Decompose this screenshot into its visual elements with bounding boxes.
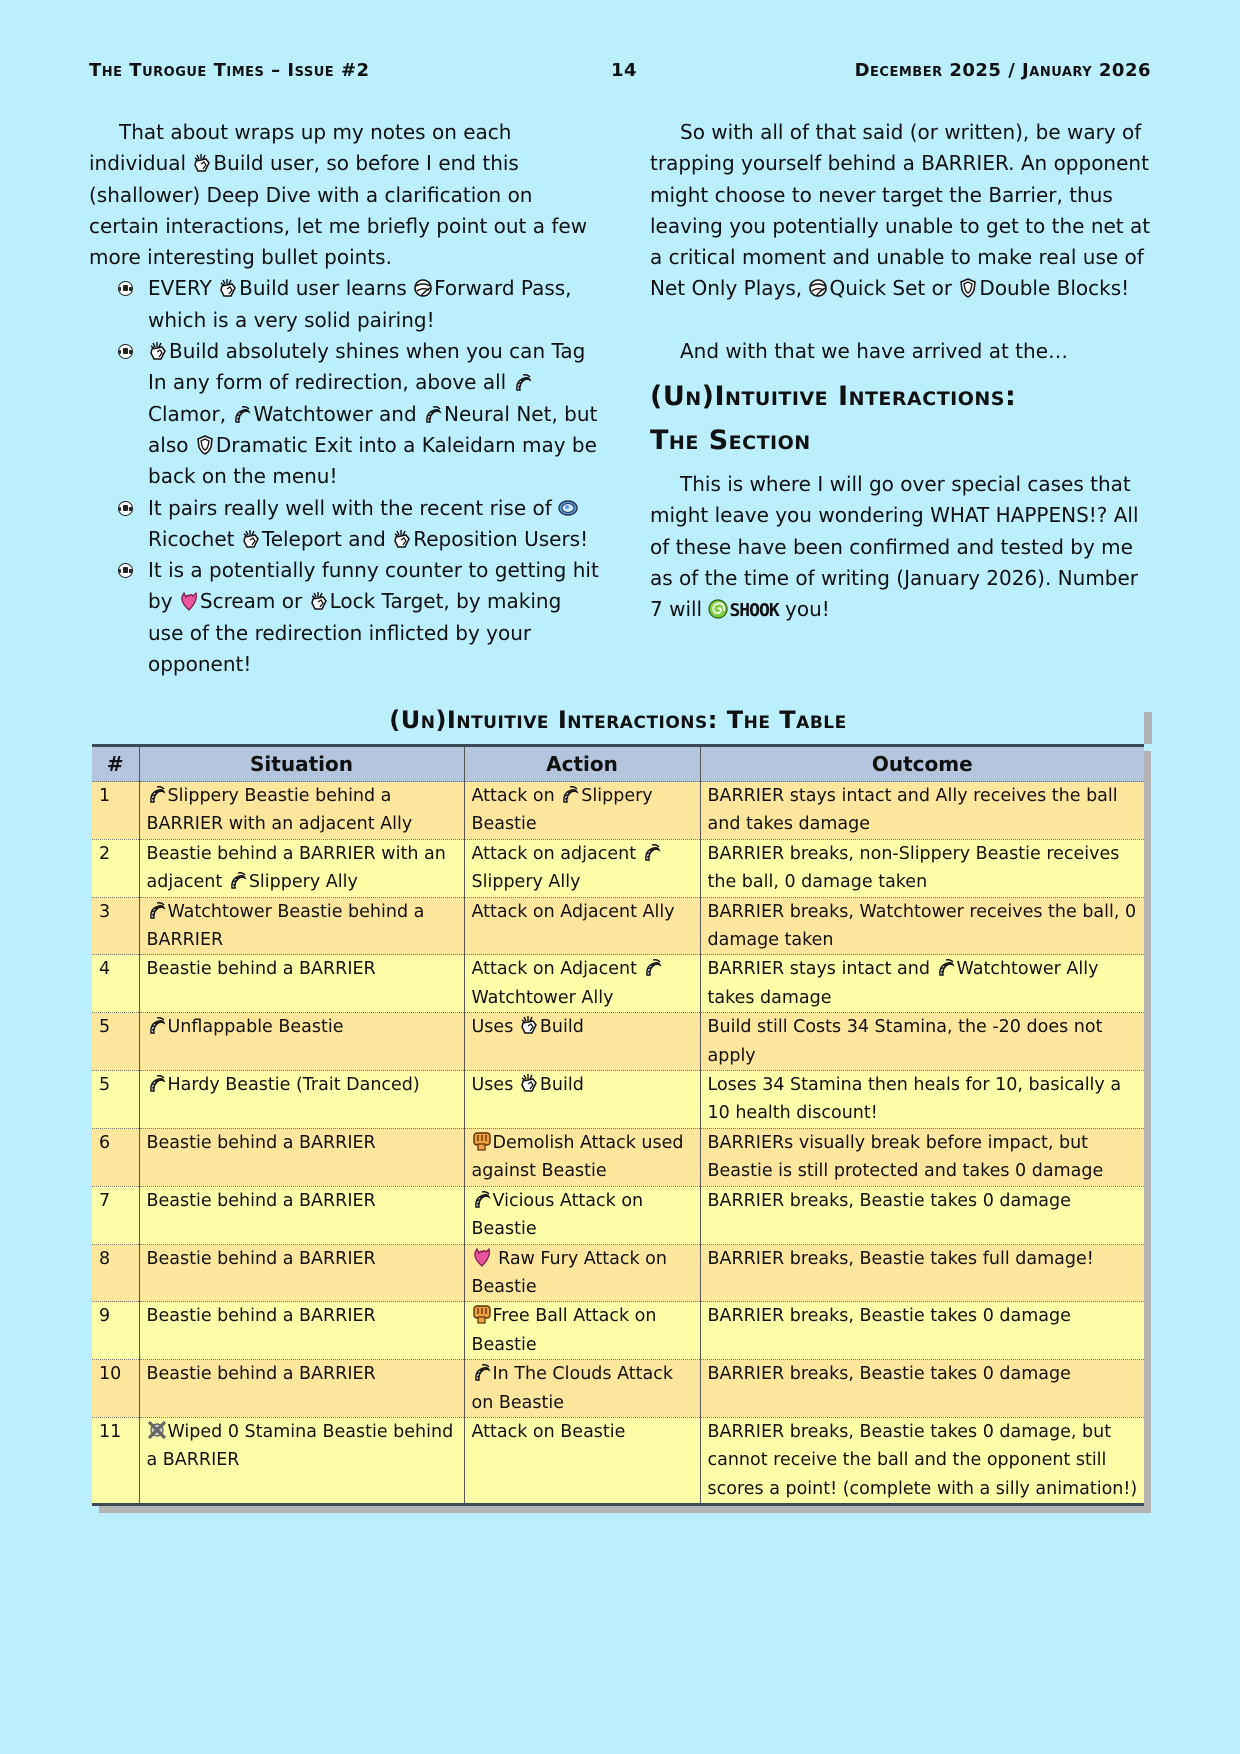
outcome-cell: BARRIER breaks, Beastie takes 0 damage, but cannot receive the ball and the opponent still scores a point! (complete with a silly animation!)	[700, 1417, 1144, 1504]
eye-icon	[558, 498, 578, 518]
dna-icon	[232, 404, 252, 424]
row-number-cell: 9	[92, 1302, 139, 1360]
dna-icon	[936, 957, 956, 977]
right-column	[650, 117, 1155, 627]
outcome-cell: BARRIER breaks, Beastie takes full damage!	[700, 1244, 1144, 1302]
bullet-item: It is a potentially funny counter to getting hit by Scream or Lock Target, by making use of the redirection inflicted by your opponent!	[148, 555, 599, 680]
shook-label: SHOOK	[729, 600, 779, 622]
section-intro-paragraph: This is where I will go over special cases that might leave you wondering WHAT HAPPENS!? All of these have been confirmed and tested by me as of the time of writing (January 2026). Number 7 will SHOOK you!	[650, 472, 1139, 622]
table-row	[92, 1186, 1144, 1244]
action-cell: Attack on Adjacent Watchtower Ally	[464, 955, 700, 1013]
bullet-item: It pairs really well with the recent rise of Ricochet Teleport and Reposition Users!	[148, 493, 599, 556]
action-cell: Attack on Adjacent Ally	[464, 897, 700, 955]
dna-icon	[147, 1015, 167, 1035]
situation-cell: Beastie behind a BARRIER	[139, 1302, 464, 1360]
situation-cell: Hardy Beastie (Trait Danced)	[139, 1071, 464, 1129]
section-heading: (Un)Intuitive Interactions: The Section	[650, 381, 1017, 457]
row-number-cell: 5	[92, 1013, 139, 1071]
row-number-cell: 2	[92, 839, 139, 897]
table-row	[92, 897, 1144, 955]
row-number-cell: 1	[92, 782, 139, 840]
dna-icon	[513, 372, 533, 392]
table-row	[92, 1128, 1144, 1186]
ball-icon	[413, 278, 433, 298]
row-number-cell: 5	[92, 1071, 139, 1129]
situation-cell: Wiped 0 Stamina Beastie behind a BARRIER	[139, 1417, 464, 1504]
dna-icon	[472, 1189, 492, 1209]
barrier-warning-paragraph: So with all of that said (or written), be wary of trapping yourself behind a BARRIER. An opponent might choose to never target the Barrier, thus leaving you potentially unable to get to the net at a critical moment and unable to make real use of Net Only Plays, Quick Set or Double Blocks!	[650, 120, 1151, 301]
outcome-cell: BARRIER breaks, Beastie takes 0 damage	[700, 1360, 1144, 1418]
action-cell: Vicious Attack on Beastie	[464, 1186, 700, 1244]
spiral-icon	[708, 599, 728, 619]
outcome-cell: BARRIER breaks, Beastie takes 0 damage	[700, 1302, 1144, 1360]
dna-icon	[560, 784, 580, 804]
action-cell: Attack on Beastie	[464, 1417, 700, 1504]
situation-cell: Beastie behind a BARRIER	[139, 1360, 464, 1418]
build-icon	[519, 1073, 539, 1093]
table-header-row	[92, 746, 1144, 782]
intro-paragraph: That about wraps up my notes on each individual Build user, so before I end this (shallower) Deep Dive with a clarification on certain interactions, let me briefly point out a few more interesting bullet points.	[89, 120, 588, 270]
outcome-cell: BARRIER stays intact and Ally receives the ball and takes damage	[700, 782, 1144, 840]
dna-icon	[147, 1073, 167, 1093]
shield-icon	[195, 435, 215, 455]
outcome-cell: BARRIER breaks, Watchtower receives the ball, 0 damage taken	[700, 897, 1144, 955]
build-icon	[192, 153, 212, 173]
outcome-cell: BARRIER breaks, Beastie takes 0 damage	[700, 1186, 1144, 1244]
action-cell: In The Clouds Attack on Beastie	[464, 1360, 700, 1418]
situation-cell: Watchtower Beastie behind a BARRIER	[139, 897, 464, 955]
dna-icon	[472, 1362, 492, 1382]
heart-flame-icon	[472, 1247, 492, 1267]
situation-cell: Unflappable Beastie	[139, 1013, 464, 1071]
table-body	[92, 782, 1144, 1505]
situation-cell: Beastie behind a BARRIER	[139, 1244, 464, 1302]
dna-icon	[643, 957, 663, 977]
column-header-number: #	[92, 746, 139, 782]
outcome-cell: BARRIER breaks, non-Slippery Beastie receives the ball, 0 damage taken	[700, 839, 1144, 897]
action-cell: Free Ball Attack on Beastie	[464, 1302, 700, 1360]
left-column	[89, 117, 599, 680]
ball-bullet-icon	[118, 563, 133, 578]
row-number-cell: 8	[92, 1244, 139, 1302]
bullet-list	[89, 273, 599, 680]
action-cell: Uses Build	[464, 1071, 700, 1129]
table-row	[92, 1244, 1144, 1302]
build-icon	[218, 278, 238, 298]
table-row	[92, 1071, 1144, 1129]
situation-cell: Beastie behind a BARRIER	[139, 1128, 464, 1186]
build-icon	[392, 529, 412, 549]
outcome-cell: BARRIERs visually break before impact, but Beastie is still protected and takes 0 damage	[700, 1128, 1144, 1186]
dna-icon	[147, 900, 167, 920]
column-header-outcome: Outcome	[700, 746, 1144, 782]
bullet-item: EVERY Build user learns Forward Pass, which is a very solid pairing!	[148, 273, 599, 336]
row-number-cell: 6	[92, 1128, 139, 1186]
table-row	[92, 955, 1144, 1013]
heart-flame-icon	[179, 591, 199, 611]
table-row	[92, 782, 1144, 840]
row-number-cell: 10	[92, 1360, 139, 1418]
column-header-situation: Situation	[139, 746, 464, 782]
dna-icon	[228, 870, 248, 890]
table-row	[92, 1013, 1144, 1071]
dna-icon	[642, 842, 662, 862]
bullet-item: Build absolutely shines when you can Tag In any form of redirection, above all Clamor, Watchtower and Neural Net, but also Dramatic Exit into a Kaleidarn may be back on the menu!	[148, 336, 599, 492]
interactions-table-container	[92, 744, 1144, 1506]
table-row	[92, 1302, 1144, 1360]
page-header	[89, 60, 1151, 88]
action-cell: Raw Fury Attack on Beastie	[464, 1244, 700, 1302]
table-row	[92, 1417, 1144, 1504]
build-icon	[309, 591, 329, 611]
ball-bullet-icon	[118, 281, 133, 296]
issue-date: December 2025 / January 2026	[854, 60, 1151, 81]
situation-cell: Slippery Beastie behind a BARRIER with an adjacent Ally	[139, 782, 464, 840]
row-number-cell: 4	[92, 955, 139, 1013]
action-cell: Demolish Attack used against Beastie	[464, 1128, 700, 1186]
fist-icon	[472, 1131, 492, 1151]
build-icon	[241, 529, 261, 549]
outcome-cell: Build still Costs 34 Stamina, the -20 does not apply	[700, 1013, 1144, 1071]
dna-icon	[147, 784, 167, 804]
shield-icon	[958, 278, 978, 298]
publication-title: The Turogue Times – Issue #2	[89, 60, 370, 81]
build-icon	[519, 1015, 539, 1035]
transition-paragraph: And with that we have arrived at the…	[680, 338, 1068, 363]
situation-cell: Beastie behind a BARRIER with an adjacent Slippery Ally	[139, 839, 464, 897]
table-title: (Un)Intuitive Interactions: The Table	[389, 706, 847, 734]
wiped-x-icon	[147, 1420, 167, 1440]
interactions-table	[92, 744, 1144, 1506]
action-cell: Attack on adjacent Slippery Ally	[464, 839, 700, 897]
outcome-cell: Loses 34 Stamina then heals for 10, basically a 10 health discount!	[700, 1071, 1144, 1129]
build-icon	[148, 341, 168, 361]
fist-icon	[472, 1304, 492, 1324]
row-number-cell: 7	[92, 1186, 139, 1244]
outcome-cell: BARRIER stays intact and Watchtower Ally takes damage	[700, 955, 1144, 1013]
ball-icon	[808, 278, 828, 298]
dna-icon	[423, 404, 443, 424]
ball-bullet-icon	[118, 501, 133, 516]
row-number-cell: 11	[92, 1417, 139, 1504]
table-row	[92, 839, 1144, 897]
ball-bullet-icon	[118, 344, 133, 359]
action-cell: Attack on Slippery Beastie	[464, 782, 700, 840]
action-cell: Uses Build	[464, 1013, 700, 1071]
row-number-cell: 3	[92, 897, 139, 955]
situation-cell: Beastie behind a BARRIER	[139, 1186, 464, 1244]
page-number: 14	[611, 60, 638, 81]
column-header-action: Action	[464, 746, 700, 782]
table-row	[92, 1360, 1144, 1418]
situation-cell: Beastie behind a BARRIER	[139, 955, 464, 1013]
